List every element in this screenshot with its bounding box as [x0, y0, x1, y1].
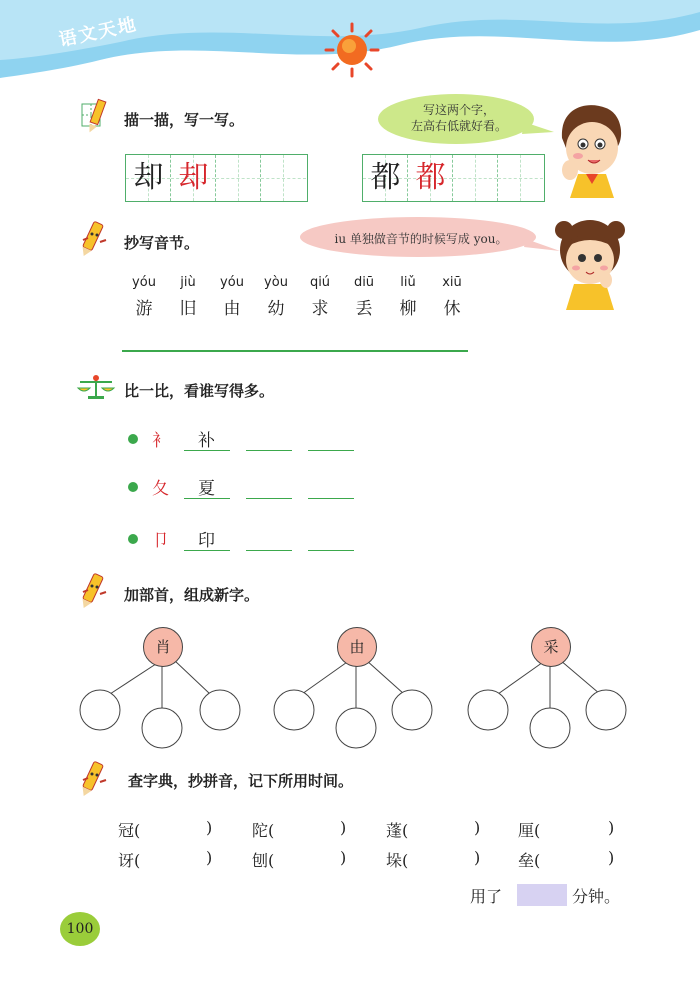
hanzi-char: 柳	[399, 299, 417, 319]
blank-circle	[530, 708, 570, 748]
blank-circle	[586, 690, 626, 730]
radical-label: 卩	[152, 531, 169, 551]
model-char: 却	[133, 160, 164, 195]
grid-cell	[126, 155, 171, 201]
radical-row-1	[128, 426, 368, 456]
blank-circle	[336, 708, 376, 748]
radical-row-3	[128, 526, 368, 556]
pencil-mascot-icon	[80, 572, 110, 610]
bullet-dot-icon	[128, 482, 138, 492]
answer-line[interactable]	[184, 450, 230, 451]
blank-circle	[142, 708, 182, 748]
grid-cell-empty[interactable]	[453, 155, 498, 201]
answer-line[interactable]	[246, 550, 292, 551]
balance-scale-icon	[76, 374, 116, 400]
answer-line[interactable]	[246, 450, 292, 451]
dict-close: )	[608, 848, 615, 867]
pencil-mascot-icon	[80, 760, 110, 798]
pinyin-label: yòu	[264, 275, 288, 290]
pinyin-label: yóu	[220, 275, 244, 290]
hanzi-char: 旧	[179, 299, 197, 319]
dict-entry: 蓬(	[386, 821, 409, 840]
dict-close: )	[340, 848, 347, 867]
sun-icon	[324, 22, 380, 78]
dict-entry: 陀(	[252, 821, 275, 840]
answer-line[interactable]	[308, 450, 354, 451]
answer-line[interactable]	[308, 550, 354, 551]
speech-text-pink: iu 单独做音节的时候写成 you。	[334, 232, 508, 246]
pinyin-label: liǔ	[400, 275, 416, 290]
section-title-trace: 描一描，写一写。	[124, 111, 245, 129]
header-title: 语文天地	[57, 13, 140, 52]
bullet-dot-icon	[128, 434, 138, 444]
hanzi-char: 休	[443, 299, 461, 319]
radical-label: 夂	[152, 479, 169, 499]
dict-close: )	[474, 848, 481, 867]
pinyin-label: jiù	[180, 275, 196, 290]
page-number: 100	[60, 912, 100, 946]
example-char: 印	[198, 531, 215, 551]
radical-row-2	[128, 474, 368, 504]
speech-text-green	[384, 102, 534, 134]
blank-circle	[274, 690, 314, 730]
answer-line[interactable]	[308, 498, 354, 499]
blank-circle	[468, 690, 508, 730]
dict-row-2	[118, 848, 628, 872]
dict-close: )	[206, 848, 213, 867]
model-char: 都	[370, 160, 401, 195]
blank-circle	[80, 690, 120, 730]
answer-line[interactable]	[184, 550, 230, 551]
copy-answer-line[interactable]	[122, 350, 468, 352]
dict-entry: 刨(	[252, 851, 275, 870]
section-title-copy-syllables: 抄写音节。	[124, 234, 200, 252]
hanzi-char: 游	[135, 299, 153, 319]
dict-entry: 讶(	[118, 851, 141, 870]
hub-char-cai: 采	[531, 627, 571, 667]
pinyin-label: diū	[353, 275, 375, 290]
writing-grid-que	[125, 154, 308, 202]
grid-cell-empty[interactable]	[261, 155, 306, 201]
section-title-add-radical: 加部首，组成新字。	[124, 586, 260, 604]
dict-entry: 垛(	[386, 851, 409, 870]
grid-cell	[171, 155, 216, 201]
grid-cell	[408, 155, 453, 201]
radical-label: 衤	[152, 431, 169, 451]
time-unit-label: 分钟。	[572, 887, 621, 906]
example-char: 夏	[198, 479, 215, 499]
hanzi-char: 求	[311, 299, 329, 319]
dict-entry: 垒(	[518, 851, 541, 870]
answer-line[interactable]	[246, 498, 292, 499]
hanzi-char: 由	[223, 299, 241, 319]
dict-close: )	[206, 818, 213, 837]
time-used-label: 用了	[470, 887, 503, 906]
trace-char: 都	[415, 160, 446, 195]
section-title-dictionary: 查字典，抄拼音，记下所用时间。	[128, 772, 354, 790]
pinyin-label: xiū	[442, 275, 462, 290]
example-char: 补	[198, 431, 215, 451]
pencil-mascot-icon	[80, 98, 110, 136]
speech-line-1: 写这两个字，	[422, 103, 495, 117]
pinyin-label: qiú	[309, 275, 331, 290]
pinyin-label: yóu	[132, 275, 156, 290]
section-title-compare: 比一比，看谁写得多。	[124, 382, 275, 400]
writing-grid-dou	[362, 154, 545, 202]
trace-char: 却	[178, 160, 209, 195]
grid-cell-empty[interactable]	[216, 155, 261, 201]
hanzi-char: 幼	[267, 299, 285, 319]
blank-circle	[200, 690, 240, 730]
hub-char-xiao: 肖	[143, 627, 183, 667]
dict-entry: 冠(	[118, 821, 141, 840]
hub-char-you: 由	[337, 627, 377, 667]
dict-close: )	[474, 818, 481, 837]
bullet-dot-icon	[128, 534, 138, 544]
speech-line-2: 左高右低就好看。	[410, 119, 507, 133]
pencil-mascot-icon	[80, 220, 110, 258]
answer-line[interactable]	[184, 498, 230, 499]
dict-row-1	[118, 818, 628, 842]
dict-close: )	[340, 818, 347, 837]
boy-mascot-illustration	[556, 98, 626, 198]
grid-cell-empty[interactable]	[498, 155, 543, 201]
dict-close: )	[608, 818, 615, 837]
hanzi-char: 丢	[355, 299, 373, 319]
dict-entry: 厘(	[518, 821, 541, 840]
blank-circle	[392, 690, 432, 730]
grid-cell	[363, 155, 408, 201]
girl-mascot-illustration	[554, 216, 626, 310]
time-answer-box[interactable]	[517, 884, 567, 906]
